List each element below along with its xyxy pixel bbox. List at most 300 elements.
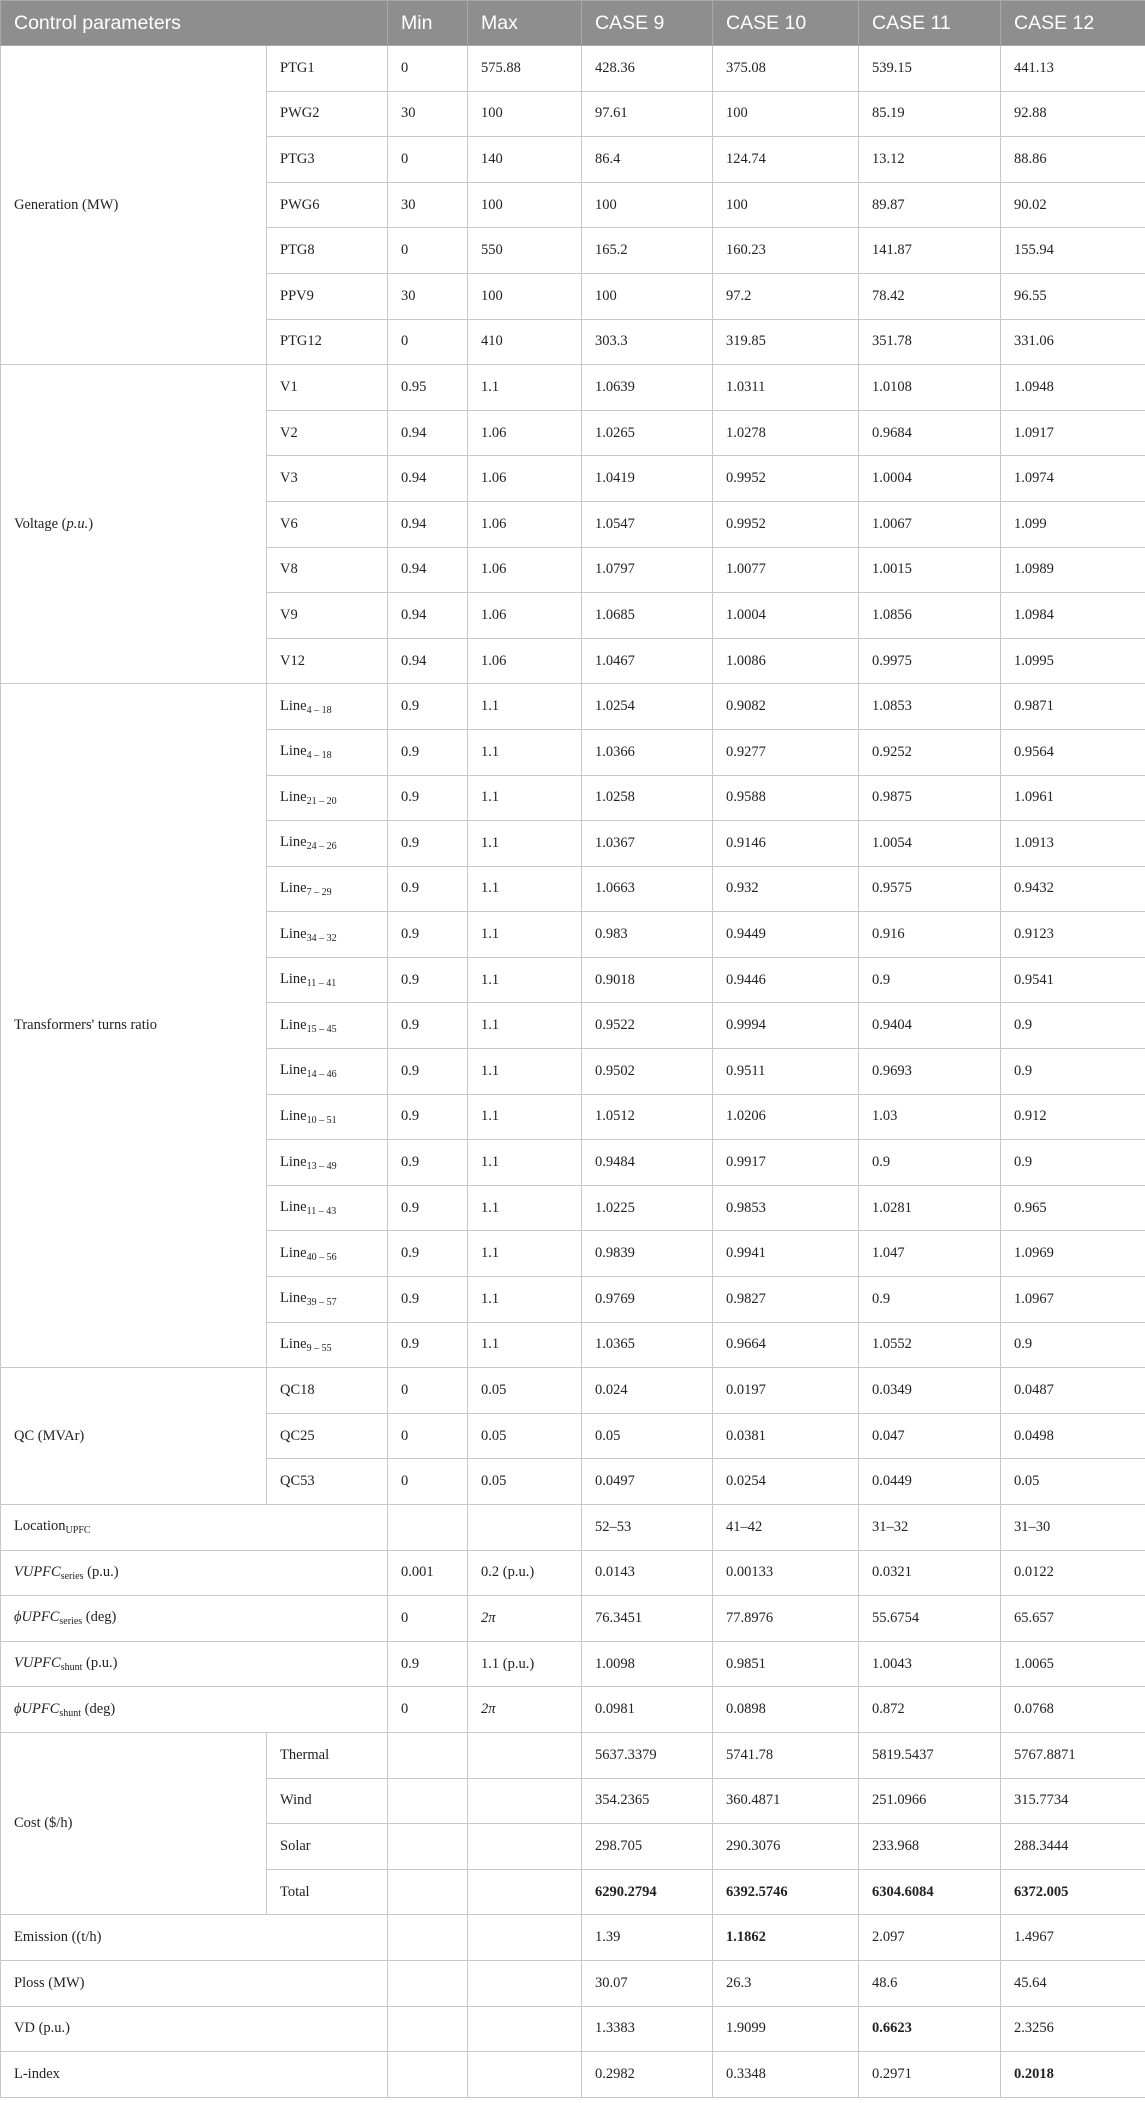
group-label-text: Voltage ( xyxy=(14,515,67,532)
table-row xyxy=(1,1505,1145,1551)
parameter-name-text: Line xyxy=(280,697,307,714)
upfc-label-subscript: shunt xyxy=(59,1707,82,1719)
header-control-parameters: Control parameters xyxy=(1,1,388,46)
max-value xyxy=(468,1732,582,1778)
case-value: 0.047 xyxy=(859,1413,1001,1459)
max-value: 1.06 xyxy=(468,593,582,639)
max-value xyxy=(468,2006,582,2052)
case-value: 0.9769 xyxy=(582,1277,713,1323)
case-value: 65.657 xyxy=(1001,1596,1145,1642)
header-max: Max xyxy=(468,1,582,46)
case-value: 1.0639 xyxy=(582,365,713,411)
parameter-name xyxy=(267,866,388,912)
case-value: 1.0685 xyxy=(582,593,713,639)
header-case-10: CASE 10 xyxy=(713,1,859,46)
case-value: 1.0108 xyxy=(859,365,1001,411)
case-value: 0.9564 xyxy=(1001,729,1145,775)
parameter-name xyxy=(267,684,388,730)
max-value xyxy=(468,1915,582,1961)
group-label-italic: p.u. xyxy=(66,515,89,532)
case-value: 1.0989 xyxy=(1001,547,1145,593)
case-value: 1.39 xyxy=(582,1915,713,1961)
parameter-name xyxy=(267,957,388,1003)
parameter-name xyxy=(267,91,388,137)
case-value: 0.0449 xyxy=(859,1459,1001,1505)
parameter-name-text: PTG1 xyxy=(280,59,315,76)
table-row xyxy=(1,1550,1145,1596)
case-value: 1.047 xyxy=(859,1231,1001,1277)
parameter-name-text: QC53 xyxy=(280,1473,315,1490)
case-value: 0.05 xyxy=(1001,1459,1145,1505)
case-value: 0.9018 xyxy=(582,957,713,1003)
parameter-name xyxy=(267,1094,388,1140)
max-value xyxy=(468,1824,582,1870)
case-value: 1.0913 xyxy=(1001,821,1145,867)
min-value: 0.9 xyxy=(388,912,468,958)
parameter-subscript: 34 – 32 xyxy=(306,932,337,944)
max-value: 0.05 xyxy=(468,1368,582,1414)
table-row xyxy=(1,684,1145,730)
parameter-name xyxy=(267,1459,388,1505)
parameter-name xyxy=(267,1185,388,1231)
group-label: Cost ($/h) xyxy=(1,1732,267,1914)
min-value: 0 xyxy=(388,1459,468,1505)
case-value: 319.85 xyxy=(713,319,859,365)
min-value: 0.001 xyxy=(388,1550,468,1596)
max-value: 1.06 xyxy=(468,501,582,547)
parameter-name-text: V8 xyxy=(280,561,298,578)
case-value: 0.2982 xyxy=(582,2052,713,2098)
case-value: 89.87 xyxy=(859,182,1001,228)
case-value: 0.9522 xyxy=(582,1003,713,1049)
group-label xyxy=(1,684,267,1368)
table-row xyxy=(1,365,1145,411)
max-value: 1.06 xyxy=(468,638,582,684)
case-value: 0.0497 xyxy=(582,1459,713,1505)
min-value: 30 xyxy=(388,91,468,137)
case-value: 290.3076 xyxy=(713,1824,859,1870)
case-value: 1.4967 xyxy=(1001,1915,1145,1961)
parameter-name xyxy=(267,912,388,958)
upfc-label-subscript: series xyxy=(59,1616,83,1628)
min-value: 0.9 xyxy=(388,1322,468,1368)
max-value: 0.05 xyxy=(468,1413,582,1459)
cost-component-name: Total xyxy=(267,1869,388,1915)
parameter-name-text: Line xyxy=(280,971,307,988)
max-value: 1.1 xyxy=(468,775,582,821)
parameter-name xyxy=(267,1049,388,1095)
parameter-subscript: 11 – 43 xyxy=(306,1206,337,1218)
parameter-name xyxy=(267,456,388,502)
parameter-name xyxy=(267,1277,388,1323)
case-value: 0.9446 xyxy=(713,957,859,1003)
case-value: 1.0086 xyxy=(713,638,859,684)
group-label-text: Generation (MW) xyxy=(14,196,119,213)
min-value xyxy=(388,1505,468,1551)
case-value: 1.0663 xyxy=(582,866,713,912)
parameter-name xyxy=(267,1003,388,1049)
case-value: 0.9941 xyxy=(713,1231,859,1277)
case-value: 0.0498 xyxy=(1001,1413,1145,1459)
parameter-subscript: 15 – 45 xyxy=(306,1023,337,1035)
header-case-12: CASE 12 xyxy=(1001,1,1145,46)
min-value: 0.9 xyxy=(388,957,468,1003)
case-value: 5637.3379 xyxy=(582,1732,713,1778)
parameter-subscript: 24 – 26 xyxy=(306,841,337,853)
parameter-name xyxy=(267,547,388,593)
parameter-subscript: 4 – 18 xyxy=(306,704,332,716)
parameter-name-text: Line xyxy=(280,1107,307,1124)
case-value: 0.9 xyxy=(1001,1049,1145,1095)
parameter-name-text: V1 xyxy=(280,378,298,395)
case-value: 1.0067 xyxy=(859,501,1001,547)
case-value: 298.705 xyxy=(582,1824,713,1870)
max-value: 1.1 xyxy=(468,1277,582,1323)
upfc-label-prefix: ϕ xyxy=(14,1609,22,1626)
max-value: 1.1 xyxy=(468,1003,582,1049)
parameter-subscript: 21 – 20 xyxy=(306,795,337,807)
case-value: 48.6 xyxy=(859,1960,1001,2006)
case-value: 2.3256 xyxy=(1001,2006,1145,2052)
parameter-name xyxy=(267,775,388,821)
max-value: 1.1 (p.u.) xyxy=(468,1641,582,1687)
case-value: 1.0281 xyxy=(859,1185,1001,1231)
header-case-9: CASE 9 xyxy=(582,1,713,46)
case-value: 5767.8871 xyxy=(1001,1732,1145,1778)
case-value: 0.983 xyxy=(582,912,713,958)
parameter-name-text: V6 xyxy=(280,515,298,532)
max-value xyxy=(468,1960,582,2006)
case-value: 0.024 xyxy=(582,1368,713,1414)
case-value: 0.0898 xyxy=(713,1687,859,1733)
case-value: 0.9994 xyxy=(713,1003,859,1049)
upfc-parameter-label xyxy=(1,1641,388,1687)
max-value: 1.1 xyxy=(468,1094,582,1140)
case-value: 96.55 xyxy=(1001,273,1145,319)
case-value: 0.965 xyxy=(1001,1185,1145,1231)
min-value: 0.9 xyxy=(388,1185,468,1231)
group-label-text: Transformers' turns ratio xyxy=(14,1017,158,1034)
summary-label: VD (p.u.) xyxy=(1,2006,388,2052)
case-value: 1.1862 xyxy=(713,1915,859,1961)
case-value: 0.9693 xyxy=(859,1049,1001,1095)
max-value xyxy=(468,2052,582,2098)
parameter-name xyxy=(267,1231,388,1277)
case-value: 1.0797 xyxy=(582,547,713,593)
case-value: 160.23 xyxy=(713,228,859,274)
parameter-name xyxy=(267,1413,388,1459)
case-value: 0.872 xyxy=(859,1687,1001,1733)
upfc-label-name: UPFC xyxy=(21,1700,60,1717)
case-value: 88.86 xyxy=(1001,137,1145,183)
case-value: 1.0258 xyxy=(582,775,713,821)
case-value: 1.0948 xyxy=(1001,365,1145,411)
min-value: 0.94 xyxy=(388,410,468,456)
table-row xyxy=(1,1596,1145,1642)
header-min: Min xyxy=(388,1,468,46)
upfc-label-subscript: shunt xyxy=(60,1662,83,1674)
case-value: 0.9975 xyxy=(859,638,1001,684)
parameter-name-text: Line xyxy=(280,1153,307,1170)
case-value: 30.07 xyxy=(582,1960,713,2006)
min-value: 0.9 xyxy=(388,821,468,867)
max-value xyxy=(468,1505,582,1551)
min-value: 0.94 xyxy=(388,593,468,639)
min-value xyxy=(388,1869,468,1915)
case-value: 315.7734 xyxy=(1001,1778,1145,1824)
min-value: 0.9 xyxy=(388,1094,468,1140)
max-value: 100 xyxy=(468,273,582,319)
upfc-label-prefix: ϕ xyxy=(14,1700,22,1717)
min-value xyxy=(388,1824,468,1870)
upfc-label-subscript: UPFC xyxy=(65,1525,91,1537)
parameter-name-text: Line xyxy=(280,1244,307,1261)
max-value: 1.1 xyxy=(468,957,582,1003)
case-value: 1.099 xyxy=(1001,501,1145,547)
case-value: 0.9952 xyxy=(713,456,859,502)
case-value: 0.9827 xyxy=(713,1277,859,1323)
case-value: 441.13 xyxy=(1001,46,1145,92)
upfc-label-suffix: (p.u.) xyxy=(82,1655,118,1672)
group-label xyxy=(1,1368,267,1505)
group-label-suffix: ) xyxy=(88,515,94,532)
case-value: 288.3444 xyxy=(1001,1824,1145,1870)
case-value: 1.0984 xyxy=(1001,593,1145,639)
case-value: 0.9851 xyxy=(713,1641,859,1687)
min-value: 0 xyxy=(388,137,468,183)
parameter-name xyxy=(267,1140,388,1186)
case-value: 100 xyxy=(582,273,713,319)
max-value: 0.05 xyxy=(468,1459,582,1505)
case-value: 0.9684 xyxy=(859,410,1001,456)
case-value: 0.9 xyxy=(1001,1140,1145,1186)
min-value: 0 xyxy=(388,1596,468,1642)
max-value xyxy=(468,1778,582,1824)
case-value: 0.9484 xyxy=(582,1140,713,1186)
case-value: 0.9871 xyxy=(1001,684,1145,730)
table-row xyxy=(1,1641,1145,1687)
parameter-subscript: 13 – 49 xyxy=(306,1160,337,1172)
case-value: 6290.2794 xyxy=(582,1869,713,1915)
case-value: 1.0098 xyxy=(582,1641,713,1687)
max-value: 1.1 xyxy=(468,1322,582,1368)
case-value: 0.9123 xyxy=(1001,912,1145,958)
case-value: 0.05 xyxy=(582,1413,713,1459)
max-value: 1.06 xyxy=(468,547,582,593)
case-value: 0.0981 xyxy=(582,1687,713,1733)
max-value: 1.1 xyxy=(468,684,582,730)
min-value: 0.94 xyxy=(388,547,468,593)
parameter-subscript: 11 – 41 xyxy=(306,978,337,990)
case-value: 0.3348 xyxy=(713,2052,859,2098)
min-value: 0.94 xyxy=(388,456,468,502)
parameter-name xyxy=(267,137,388,183)
case-value: 0.9252 xyxy=(859,729,1001,775)
case-value: 1.0512 xyxy=(582,1094,713,1140)
min-value: 0 xyxy=(388,46,468,92)
parameter-name-text: Line xyxy=(280,1335,307,1352)
parameter-name xyxy=(267,1368,388,1414)
max-value: 1.1 xyxy=(468,821,582,867)
parameter-subscript: 7 – 29 xyxy=(306,886,332,898)
min-value: 0.9 xyxy=(388,1049,468,1095)
parameter-name-text: Line xyxy=(280,1016,307,1033)
case-value: 0.9404 xyxy=(859,1003,1001,1049)
parameter-name-text: QC25 xyxy=(280,1427,315,1444)
case-value: 0.9146 xyxy=(713,821,859,867)
case-value: 0.932 xyxy=(713,866,859,912)
max-value: 0.2 (p.u.) xyxy=(468,1550,582,1596)
case-value: 0.9588 xyxy=(713,775,859,821)
parameter-name-text: Line xyxy=(280,834,307,851)
case-value: 0.9 xyxy=(1001,1003,1145,1049)
case-value: 1.0974 xyxy=(1001,456,1145,502)
min-value: 0 xyxy=(388,1413,468,1459)
parameter-subscript: 4 – 18 xyxy=(306,750,332,762)
max-value xyxy=(468,1869,582,1915)
max-value: 1.1 xyxy=(468,1140,582,1186)
max-value: 140 xyxy=(468,137,582,183)
parameter-name-text: V12 xyxy=(280,652,305,669)
case-value: 0.9449 xyxy=(713,912,859,958)
parameter-name xyxy=(267,638,388,684)
upfc-parameter-label xyxy=(1,1596,388,1642)
case-value: 0.9853 xyxy=(713,1185,859,1231)
case-value: 0.0487 xyxy=(1001,1368,1145,1414)
min-value: 0.9 xyxy=(388,1641,468,1687)
table-row xyxy=(1,2006,1145,2052)
min-value: 0.94 xyxy=(388,638,468,684)
cost-component-name: Wind xyxy=(267,1778,388,1824)
case-value: 26.3 xyxy=(713,1960,859,2006)
min-value: 0 xyxy=(388,1687,468,1733)
case-value: 1.0004 xyxy=(859,456,1001,502)
max-value: 1.1 xyxy=(468,729,582,775)
table-row xyxy=(1,1368,1145,1414)
max-value: 410 xyxy=(468,319,582,365)
parameter-name-text: V3 xyxy=(280,470,298,487)
case-value: 1.3383 xyxy=(582,2006,713,2052)
case-value: 155.94 xyxy=(1001,228,1145,274)
case-value: 1.0043 xyxy=(859,1641,1001,1687)
case-value: 0.00133 xyxy=(713,1550,859,1596)
case-value: 0.0143 xyxy=(582,1550,713,1596)
table-row xyxy=(1,1915,1145,1961)
case-value: 0.9 xyxy=(859,1277,1001,1323)
max-value: 1.1 xyxy=(468,1231,582,1277)
parameter-name xyxy=(267,228,388,274)
case-value: 0.9664 xyxy=(713,1322,859,1368)
group-label xyxy=(1,46,267,365)
case-value: 97.61 xyxy=(582,91,713,137)
case-value: 165.2 xyxy=(582,228,713,274)
cost-component-name: Thermal xyxy=(267,1732,388,1778)
case-value: 45.64 xyxy=(1001,1960,1145,2006)
upfc-label-suffix: (p.u.) xyxy=(83,1563,119,1580)
summary-label: Ploss (MW) xyxy=(1,1960,388,2006)
case-value: 351.78 xyxy=(859,319,1001,365)
case-value: 1.0853 xyxy=(859,684,1001,730)
parameter-name xyxy=(267,410,388,456)
max-value: 100 xyxy=(468,182,582,228)
case-value: 1.0265 xyxy=(582,410,713,456)
case-value: 6392.5746 xyxy=(713,1869,859,1915)
case-value: 0.0349 xyxy=(859,1368,1001,1414)
max-value: 1.1 xyxy=(468,912,582,958)
table-row xyxy=(1,1960,1145,2006)
case-value: 0.0381 xyxy=(713,1413,859,1459)
case-value: 251.0966 xyxy=(859,1778,1001,1824)
case-value: 1.03 xyxy=(859,1094,1001,1140)
case-value: 354.2365 xyxy=(582,1778,713,1824)
case-value: 1.0467 xyxy=(582,638,713,684)
case-value: 1.0366 xyxy=(582,729,713,775)
summary-label: Emission ((t/h) xyxy=(1,1915,388,1961)
parameter-subscript: 39 – 57 xyxy=(306,1297,337,1309)
parameter-name-text: Line xyxy=(280,788,307,805)
case-value: 2.097 xyxy=(859,1915,1001,1961)
case-value: 0.9575 xyxy=(859,866,1001,912)
case-value: 1.0419 xyxy=(582,456,713,502)
min-value: 0.9 xyxy=(388,684,468,730)
parameter-name-text: PTG8 xyxy=(280,242,315,259)
case-value: 0.9875 xyxy=(859,775,1001,821)
table-row xyxy=(1,1687,1145,1733)
case-value: 0.9541 xyxy=(1001,957,1145,1003)
case-value: 77.8976 xyxy=(713,1596,859,1642)
case-value: 303.3 xyxy=(582,319,713,365)
parameter-name-text: PWG6 xyxy=(280,196,320,213)
parameter-name xyxy=(267,273,388,319)
case-value: 1.0225 xyxy=(582,1185,713,1231)
case-value: 1.0054 xyxy=(859,821,1001,867)
case-value: 124.74 xyxy=(713,137,859,183)
upfc-label-suffix: (deg) xyxy=(81,1700,116,1717)
case-value: 1.9099 xyxy=(713,2006,859,2052)
case-value: 52–53 xyxy=(582,1505,713,1551)
parameter-subscript: 40 – 56 xyxy=(306,1251,337,1263)
min-value: 0.9 xyxy=(388,1140,468,1186)
parameter-name xyxy=(267,593,388,639)
parameter-name-text: PTG12 xyxy=(280,333,322,350)
case-value: 428.36 xyxy=(582,46,713,92)
case-value: 0.2971 xyxy=(859,2052,1001,2098)
case-value: 1.0065 xyxy=(1001,1641,1145,1687)
min-value xyxy=(388,2006,468,2052)
case-value: 0.9511 xyxy=(713,1049,859,1095)
case-value: 31–30 xyxy=(1001,1505,1145,1551)
case-value: 360.4871 xyxy=(713,1778,859,1824)
case-value: 233.968 xyxy=(859,1824,1001,1870)
case-value: 1.0278 xyxy=(713,410,859,456)
parameter-subscript: 14 – 46 xyxy=(306,1069,337,1081)
max-value: 2π xyxy=(468,1687,582,1733)
parameter-name-text: Line xyxy=(280,925,307,942)
parameter-name-text: PPV9 xyxy=(280,287,314,304)
case-value: 31–32 xyxy=(859,1505,1001,1551)
min-value: 0.95 xyxy=(388,365,468,411)
case-value: 5741.78 xyxy=(713,1732,859,1778)
max-value: 1.1 xyxy=(468,1049,582,1095)
upfc-parameter-label xyxy=(1,1505,388,1551)
min-value: 30 xyxy=(388,273,468,319)
case-value: 0.0122 xyxy=(1001,1550,1145,1596)
upfc-label-suffix: (deg) xyxy=(82,1609,117,1626)
case-value: 1.0004 xyxy=(713,593,859,639)
max-value: 575.88 xyxy=(468,46,582,92)
parameter-subscript: 9 – 55 xyxy=(306,1342,332,1354)
case-value: 86.4 xyxy=(582,137,713,183)
